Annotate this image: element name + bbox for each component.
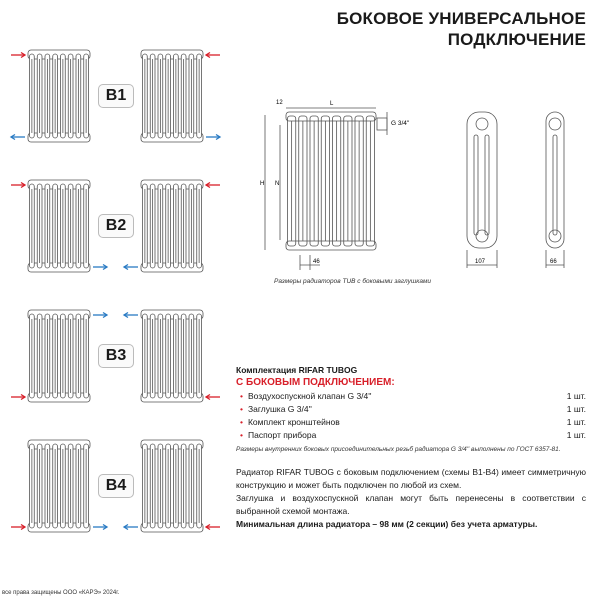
kit-item: • Комплект кронштейнов 1 шт.	[240, 417, 586, 427]
scheme-label: B2	[98, 214, 134, 238]
dim-107: 107	[475, 259, 486, 265]
copyright: все права защищены ООО «КАРЭ» 2024г.	[2, 590, 120, 596]
bullet-icon: •	[240, 430, 243, 440]
scheme-label: B3	[98, 344, 134, 368]
drawing-caption: Размеры радиаторов TUB с боковыми заглушками	[274, 278, 432, 285]
kit-list: Комплектация RIFAR TUBOG С БОКОВЫМ ПОДКЛЮЧЕНИЕМ: • Воздухоспускной клапан G 3/4'' 1 шт. • Заглушка G 3/4'' 1 шт. • Комплект кронштейнов 1 шт. • Паспорт прибора 1 шт. Размеры внутренних боковых присоединительных резьб радиатора G 3/4'' выполнены по ГОСТ 6357-81.	[236, 365, 586, 453]
kit-note: Размеры внутренних боковых присоединительных резьб радиатора G 3/4'' выполнены по ГОСТ 6357-81.	[236, 446, 561, 453]
description: Радиатор RIFAR TUBOG с боковым подключением (схемы B1-B4) имеет симметричную конструкцию и может быть подключен по любой из схем. Заглушка и воздухоспускной клапан могут быть перенесены в соответствии с выбранной схемой монтажа. Минимальная длина радиатора – 98 мм (2 секции) без учета арматуры.	[236, 467, 586, 529]
dim-66: 66	[550, 259, 557, 265]
bullet-icon: •	[240, 404, 243, 414]
kit-item: • Заглушка G 3/4'' 1 шт.	[240, 404, 586, 414]
dimension-drawing	[250, 90, 600, 290]
dim-12: 12	[276, 100, 283, 106]
thread-label: G 3/4''	[391, 120, 410, 127]
kit-item: • Воздухоспускной клапан G 3/4'' 1 шт.	[240, 391, 586, 401]
dim-H: H	[260, 181, 265, 187]
dim-N: N	[275, 181, 280, 187]
dim-L: L	[330, 101, 334, 107]
dim-46: 46	[313, 259, 320, 265]
kit-item: • Паспорт прибора 1 шт.	[240, 430, 586, 440]
bullet-icon: •	[240, 391, 243, 401]
scheme-label: B1	[98, 84, 134, 108]
bullet-icon: •	[240, 417, 243, 427]
page-title: БОКОВОЕ УНИВЕРСАЛЬНОЕ ПОДКЛЮЧЕНИЕ	[336, 9, 586, 49]
scheme-label: B4	[98, 474, 134, 498]
